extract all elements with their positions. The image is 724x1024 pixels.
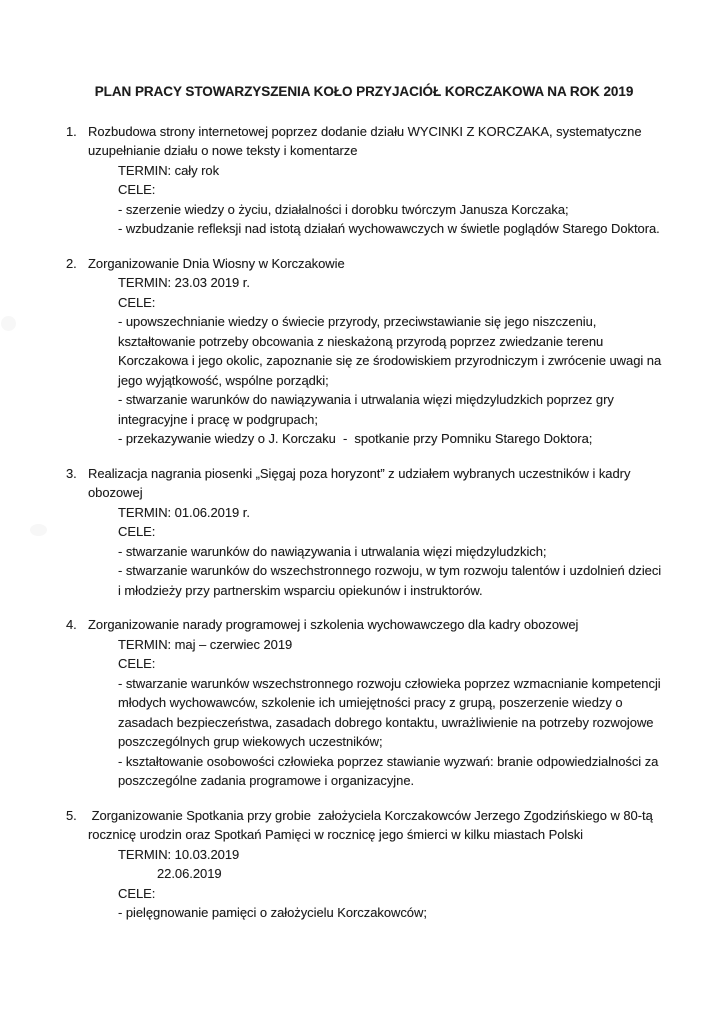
item-cele-label: CELE: — [118, 885, 156, 901]
item-cele-label: CELE: — [118, 294, 156, 310]
item-termin: TERMIN: 23.03 2019 r. — [118, 275, 250, 290]
item-termin: TERMIN: cały rok — [118, 162, 220, 178]
item-goal: - stwarzanie warunków do wszechstronnego rozwoju, w tym rozwoju talentów i uzdolnień dzieci i młodzieży przy partnerskim wsparciu opiekunów i instruktorów. — [118, 563, 665, 598]
item-heading: Realizacja nagrania piosenki „Sięgaj poza horyzont” z udziałem wybranych uczestników i kadry obozowej — [88, 465, 634, 500]
item-number: 2. — [66, 255, 77, 271]
plan-item — [66, 806, 662, 923]
item-goal: - szerzenie wiedzy o życiu, działalności i dorobku twórczym Janusza Korczaka; — [118, 201, 569, 217]
item-goal: - przekazywanie wiedzy o J. Korczaku - spotkanie przy Pomniku Starego Doktora; — [118, 431, 593, 446]
plan-item — [66, 254, 665, 449]
item-cele-label: CELE: — [118, 656, 156, 671]
item-cele-label: CELE: — [118, 182, 156, 197]
item-body — [88, 615, 665, 791]
item-details — [118, 503, 665, 601]
item-goal: - wzbudzanie refleksji nad istotą działań wychowawczych w świetle poglądów Starego Doktora. — [118, 221, 660, 236]
item-termin: 22.06.2019 — [157, 866, 222, 881]
item-details — [118, 273, 665, 449]
item-body — [88, 122, 662, 239]
item-goal: - stwarzanie warunków do nawiązywania i utrwalania więzi międzyludzkich poprzez gry integracyjne i pracę w podgrupach; — [118, 392, 618, 427]
item-body — [88, 254, 665, 449]
item-goal: - pielęgnowanie pamięci o założycielu Korczakowców; — [118, 905, 427, 920]
item-heading: Rozbudowa strony internetowej poprzez dodanie działu WYCINKI Z KORCZAKA, systematyczne uzupełnianie działu o nowe teksty i komentarze — [88, 123, 646, 158]
item-termin: TERMIN: 10.03.2019 — [118, 846, 240, 862]
item-termin: TERMIN: maj – czerwiec 2019 — [118, 636, 293, 652]
item-number: 4. — [66, 617, 77, 632]
scan-smudge — [30, 524, 47, 536]
item-termin: TERMIN: 01.06.2019 r. — [118, 504, 250, 520]
item-number: 5. — [66, 807, 77, 823]
item-heading: Zorganizowanie Dnia Wiosny w Korczakowie — [88, 255, 345, 271]
item-goal: - stwarzanie warunków do nawiązywania i utrwalania więzi międzyludzkich; — [118, 543, 547, 559]
plan-item — [66, 464, 665, 601]
plan-item — [66, 122, 662, 239]
item-details — [118, 845, 662, 923]
item-body — [88, 806, 662, 923]
item-number: 3. — [66, 465, 77, 481]
item-details — [118, 161, 662, 239]
item-heading: Zorganizowanie narady programowej i szkolenia wychowawczego dla kadry obozowej — [88, 617, 579, 632]
plan-items — [66, 122, 665, 923]
page-title: PLAN PRACY STOWARZYSZENIA KOŁO PRZYJACIÓŁ KORCZAKOWA NA ROK 2019 — [94, 84, 634, 99]
item-goal: - stwarzanie warunków wszechstronnego rozwoju człowieka poprzez wzmacnianie kompetencji młodych wychowawców, szkolenie ich umiejętności pracy z grupą, poszerzenie wiedzy o zasadach bezpieczeństwa, zasadach dobrego kontaktu, uwrażliwienie na potrzeby rozwojowe poszczególnych grup wiekowych uczestników; — [118, 675, 665, 749]
item-goal: - upowszechnianie wiedzy o świecie przyrody, przeciwstawianie się jego niszczeniu, kształtowanie potrzeby obcowania z nieskażoną przyrodą poprzez zwiedzanie terenu Korczakowa i jego okolic, zapoznanie się ze środowiskiem przyrodniczym i zwrócenie uwagi na jego wyjątkowość, wspólne porządki; — [118, 314, 665, 388]
item-number: 1. — [66, 123, 77, 139]
item-body — [88, 464, 665, 601]
item-cele-label: CELE: — [118, 524, 156, 539]
plan-item — [66, 615, 665, 791]
item-heading: Zorganizowanie Spotkania przy grobie założyciela Korczakowców Jerzego Zgodzińskiego w 80-tą rocznicę urodzin oraz Spotkań Pamięci w rocznicę jego śmierci w kilku miastach Polski — [88, 807, 657, 842]
scan-smudge — [1, 316, 16, 331]
item-goal: - kształtowanie osobowości człowieka poprzez stawianie wyzwań: branie odpowiedzialności za poszczególne zadania programowe i organizacyjne. — [118, 753, 662, 788]
item-details — [118, 635, 665, 791]
